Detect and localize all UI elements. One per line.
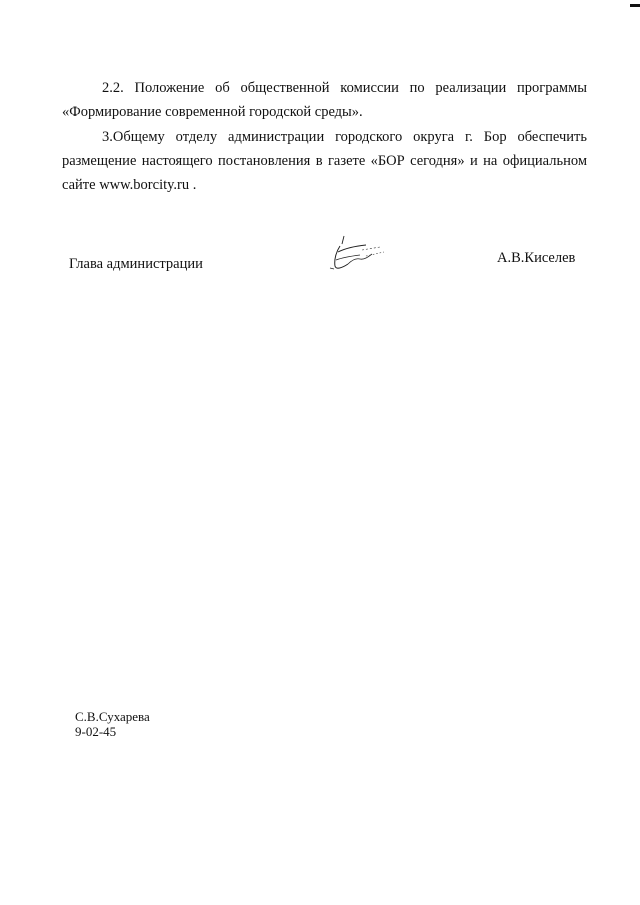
signer-name: А.В.Киселев	[497, 250, 576, 266]
executor-name: С.В.Сухарева	[75, 709, 150, 724]
executor-footer	[75, 709, 150, 739]
scan-edge-mark	[630, 4, 640, 7]
signer-position: Глава администрации	[69, 256, 203, 272]
paragraph-line: размещение настоящего постановления в газете «БОР сегодня» и на официальном	[62, 153, 587, 169]
paragraph-line: сайте www.borcity.ru .	[62, 177, 197, 193]
executor-phone: 9-02-45	[75, 724, 117, 739]
handwritten-signature	[322, 230, 392, 274]
paragraph-line: 2.2. Положение об общественной комиссии по реализации программы	[102, 80, 587, 96]
paragraph-line: «Формирование современной городской среды».	[62, 104, 363, 120]
paragraph-regulation	[62, 76, 587, 124]
paragraph-line: 3.Общему отделу администрации городского округа г. Бор обеспечить	[102, 129, 587, 145]
paragraph-publication	[62, 125, 587, 197]
